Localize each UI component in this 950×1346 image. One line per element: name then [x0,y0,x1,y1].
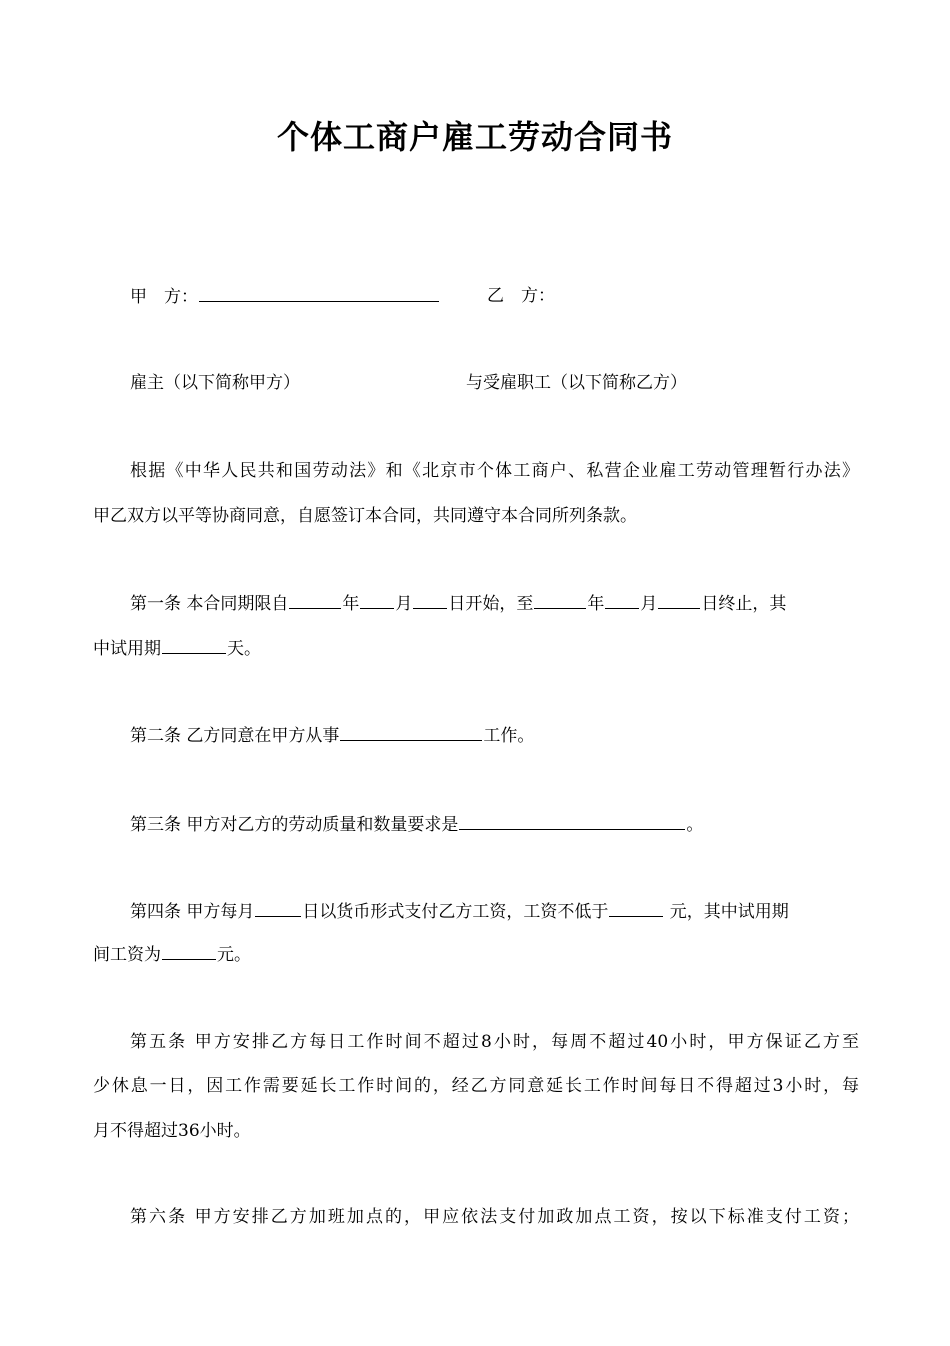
party-a-label: 甲 方： [130,287,198,307]
article-4-probation-text: 元，其中试用期 [664,902,789,922]
article-4-text: 第四条 甲方每月 [130,902,255,922]
article-3-suffix: 。 [686,815,704,835]
article-3-text: 第三条 甲方对乙方的劳动质量和数量要求是 [130,815,459,835]
start-year-blank[interactable] [289,592,341,609]
requirements-blank[interactable] [459,813,685,830]
article-3 [130,813,703,836]
article-4-probation-wage-label: 间工资为 [93,945,161,965]
employer-label: 雇主（以下简称甲方） [130,373,300,393]
article-5-line-2: 少休息一日，因工作需要延长工作时间的，经乙方同意延长工作时间每日不得超过3小时，每 [93,1076,859,1096]
party-b-label: 乙 方： [487,286,555,306]
end-month-blank[interactable] [605,592,639,609]
article-4-yuan-label: 元。 [217,945,251,965]
article-4-line-2 [93,943,251,966]
article-2-text: 第二条 乙方同意在甲方从事 [130,726,340,746]
end-day-blank[interactable] [658,592,700,609]
party-b-line [487,285,555,307]
month-label: 月 [640,594,658,614]
article-2-suffix: 工作。 [483,726,535,746]
article-1-line-1 [130,592,786,615]
year-label: 年 [342,594,360,614]
job-blank[interactable] [340,724,482,741]
article-1-line-2 [93,637,261,660]
month-label: 月 [395,594,413,614]
start-day-blank[interactable] [413,592,447,609]
employee-label: 与受雇职工（以下简称乙方） [466,373,687,393]
end-year-blank[interactable] [534,592,586,609]
probation-wage-blank[interactable] [162,943,216,960]
pay-day-blank[interactable] [255,900,301,917]
document-title: 个体工商户雇工劳动合同书 [276,118,673,156]
start-month-blank[interactable] [360,592,394,609]
probation-label: 中试用期 [93,639,161,659]
day-start-label: 日开始，至 [448,594,534,614]
day-end-label: 日终止，其 [701,594,787,614]
minimum-wage-blank[interactable] [609,900,663,917]
article-5-line-1: 第五条 甲方安排乙方每日工作时间不超过8小时，每周不超过40小时，甲方保证乙方至 [130,1032,859,1052]
article-2 [130,724,534,747]
days-label: 天。 [227,639,261,659]
article-4-line-1 [130,900,789,923]
probation-days-blank[interactable] [162,637,226,654]
article-6-line-1: 第六条 甲方安排乙方加班加点的，甲应依法支付加政加点工资，按以下标准支付工资； [130,1207,859,1227]
article-5-line-3: 月不得超过36小时。 [93,1121,251,1141]
year-label: 年 [587,594,605,614]
preamble-line-1: 根据《中华人民共和国劳动法》和《北京市个体工商户、私营企业雇工劳动管理暂行办法》 [130,461,859,481]
party-a-line [130,285,440,308]
party-a-blank[interactable] [199,285,439,302]
preamble-line-2: 甲乙双方以平等协商同意，自愿签订本合同，共同遵守本合同所列条款。 [93,506,637,526]
article-4-wage-text: 日以货币形式支付乙方工资，工资不低于 [302,902,609,922]
article-1-text-start: 第一条 本合同期限自 [130,594,289,614]
